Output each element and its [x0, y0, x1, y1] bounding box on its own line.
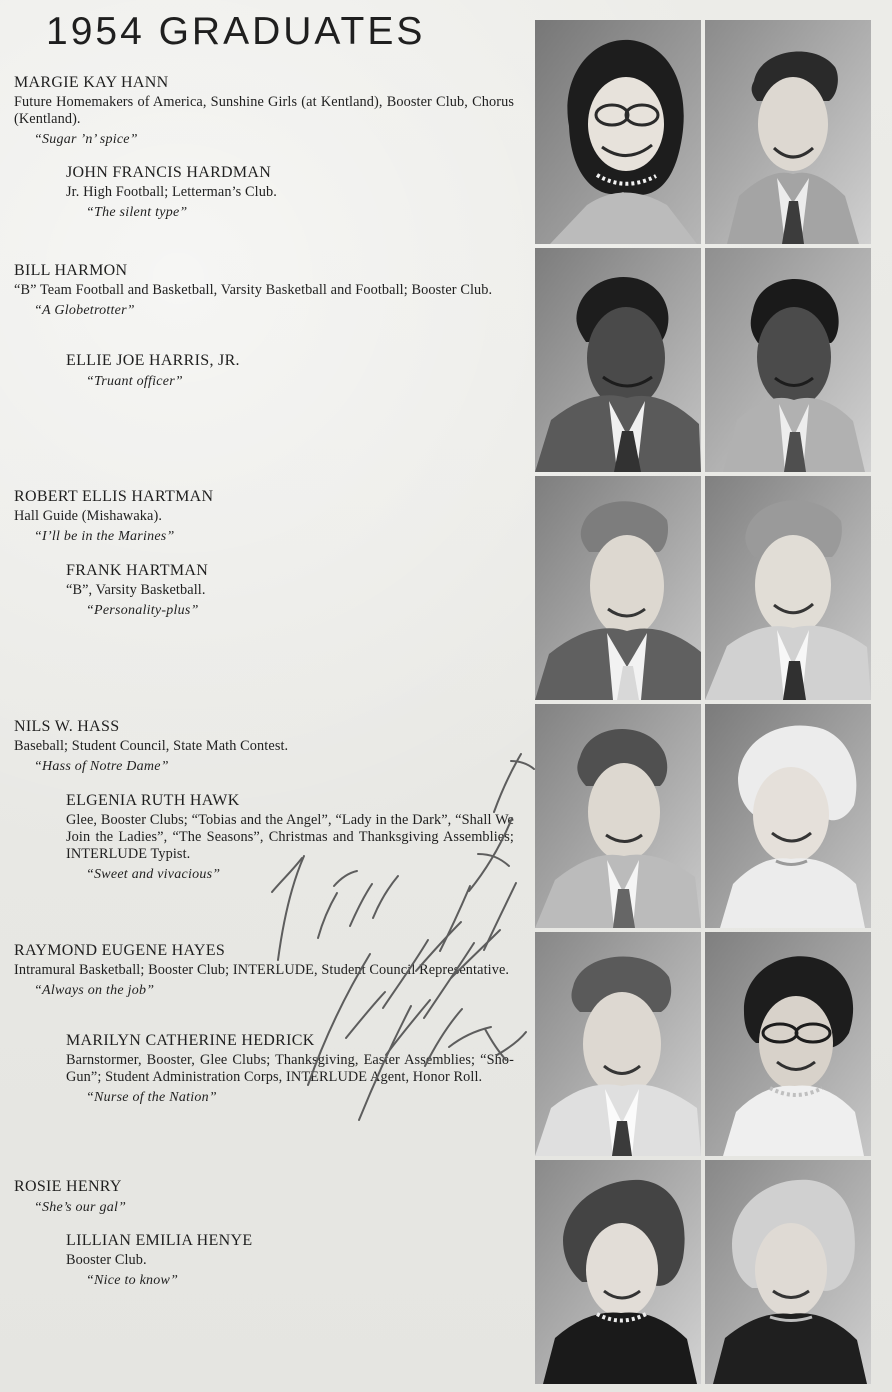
- graduate-name: LILLIAN EMILIA HENYE: [66, 1232, 253, 1249]
- graduate-quote: “Nice to know”: [86, 1273, 179, 1288]
- graduate-entry-rosie-henry: [14, 1178, 514, 1216]
- graduate-entry-nils-w-hass: [14, 718, 514, 775]
- graduate-activities: Glee, Booster Clubs; “Tobias and the Angel”, “Lady in the Dark”, “Shall We Join the Ladies”, “The Seasons”, Christmas and Thanksgiving Assemblies; INTERLUDE Typist.: [66, 812, 514, 862]
- portrait-photo-ellie-joe-harris-jr: [705, 248, 871, 472]
- graduate-entry-margie-kay-hann: [14, 74, 514, 148]
- graduate-activities: Jr. High Football; Letterman’s Club.: [66, 184, 277, 200]
- graduate-name: ROSIE HENRY: [14, 1178, 122, 1195]
- graduate-name: RAYMOND EUGENE HAYES: [14, 942, 226, 959]
- graduate-name: ROBERT ELLIS HARTMAN: [14, 488, 214, 505]
- graduate-name: FRANK HARTMAN: [66, 562, 209, 579]
- portrait-grid: [535, 20, 871, 1370]
- graduate-quote: “Hass of Notre Dame”: [34, 759, 169, 774]
- graduate-activities: Hall Guide (Mishawaka).: [14, 508, 163, 524]
- graduate-quote: “Nurse of the Nation”: [86, 1090, 217, 1105]
- graduate-entry-frank-hartman: [66, 562, 514, 619]
- graduate-name: MARGIE KAY HANN: [14, 74, 169, 91]
- graduate-name: MARILYN CATHERINE HEDRICK: [66, 1032, 315, 1049]
- graduate-name: BILL HARMON: [14, 262, 128, 279]
- graduate-name: ELLIE JOE HARRIS, JR.: [66, 352, 240, 369]
- portrait-photo-robert-ellis-hartman: [535, 476, 701, 700]
- portrait-photo-frank-hartman: [705, 476, 871, 700]
- graduate-entry-john-francis-hardman: [66, 164, 514, 221]
- graduate-activities: Barnstormer, Booster, Glee Clubs; Thanksgiving, Easter Assemblies; “Sho-Gun”; Student Administration Corps, INTERLUDE Agent, Honor Roll.: [66, 1052, 514, 1085]
- graduate-activities: “B”, Varsity Basketball.: [66, 582, 206, 598]
- graduate-entry-bill-harmon: [14, 262, 514, 319]
- graduate-quote: “Sweet and vivacious”: [86, 867, 221, 882]
- graduate-entry-lillian-emilia-henye: [66, 1232, 514, 1289]
- graduate-entry-ellie-joe-harris-jr: [66, 352, 514, 390]
- graduate-entry-robert-ellis-hartman: [14, 488, 514, 545]
- portrait-photo-lillian-emilia-henye: [705, 1160, 871, 1384]
- portrait-photo-margie-kay-hann: [535, 20, 701, 244]
- graduate-name: JOHN FRANCIS HARDMAN: [66, 164, 272, 181]
- portrait-photo-rosie-henry: [535, 1160, 701, 1384]
- graduate-activities: Intramural Basketball; Booster Club; INTERLUDE, Student Council Representative.: [14, 962, 510, 978]
- graduate-activities: Baseball; Student Council, State Math Contest.: [14, 738, 289, 754]
- graduate-name: NILS W. HASS: [14, 718, 120, 735]
- graduate-quote: “A Globetrotter”: [34, 303, 135, 318]
- graduate-entry-raymond-eugene-hayes: [14, 942, 514, 999]
- page-title: 1954 GRADUATES: [46, 10, 426, 53]
- portrait-photo-john-francis-hardman: [705, 20, 871, 244]
- portrait-photo-elgenia-ruth-hawk: [705, 704, 871, 928]
- graduate-quote: “Sugar ’n’ spice”: [34, 132, 138, 147]
- portrait-photo-raymond-eugene-hayes: [535, 932, 701, 1156]
- graduate-entry-marilyn-catherine-hedrick: [66, 1032, 514, 1106]
- portrait-photo-marilyn-catherine-hedrick: [705, 932, 871, 1156]
- graduate-activities: Booster Club.: [66, 1252, 147, 1268]
- graduate-quote: “She’s our gal”: [34, 1200, 127, 1215]
- graduate-quote: “Truant officer”: [86, 374, 183, 389]
- graduate-quote: “Personality-plus”: [86, 603, 199, 618]
- graduate-quote: “Always on the job”: [34, 983, 155, 998]
- portrait-photo-nils-w-hass: [535, 704, 701, 928]
- graduate-name: ELGENIA RUTH HAWK: [66, 792, 240, 809]
- graduate-text-column: [14, 74, 514, 1374]
- graduate-entry-elgenia-ruth-hawk: [66, 792, 514, 883]
- graduate-quote: “I’ll be in the Marines”: [34, 529, 175, 544]
- graduate-activities: “B” Team Football and Basketball, Varsity Basketball and Football; Booster Club.: [14, 282, 493, 298]
- portrait-photo-bill-harmon: [535, 248, 701, 472]
- graduate-quote: “The silent type”: [86, 205, 188, 220]
- graduate-activities: Future Homemakers of America, Sunshine Girls (at Kentland), Booster Club, Chorus (Kentland).: [14, 94, 514, 127]
